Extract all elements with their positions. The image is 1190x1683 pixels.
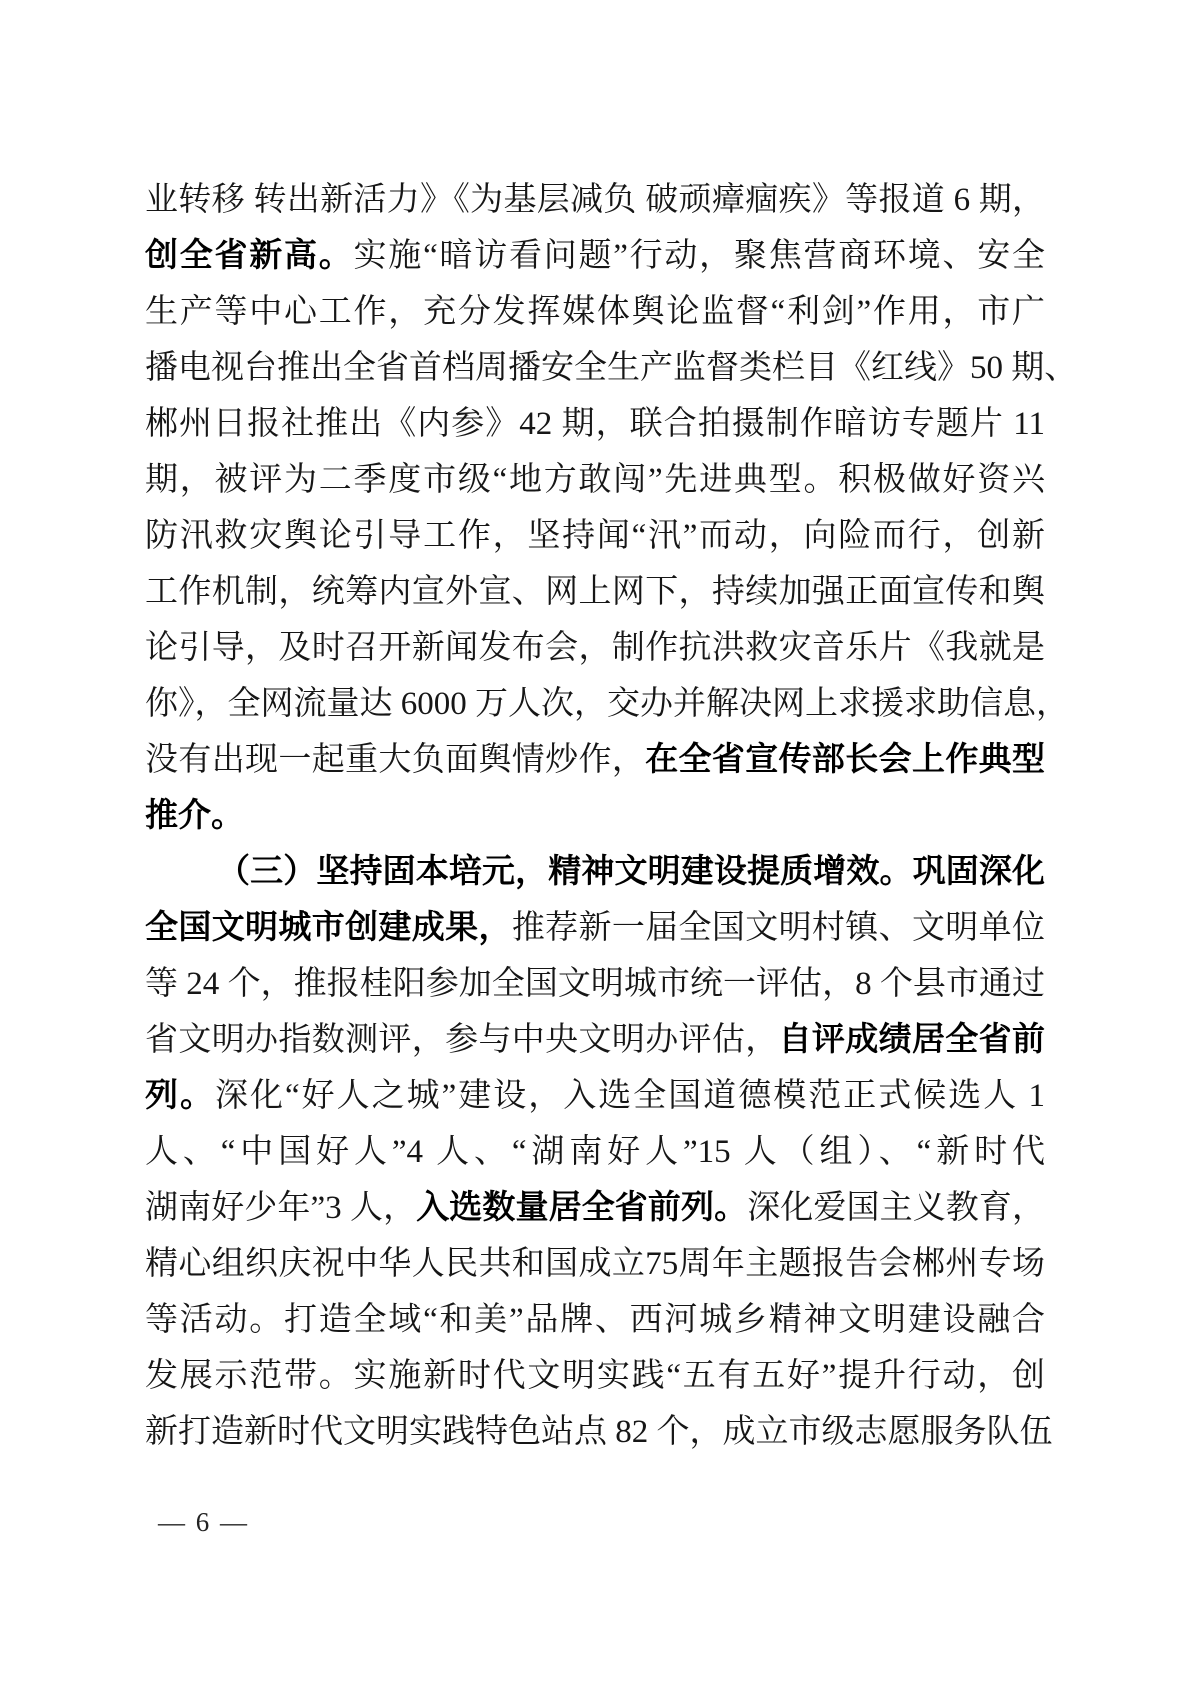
body-text: 推荐新一届全国文明村镇、文明单位 xyxy=(511,910,1046,946)
body-text: 郴州日报社推出《内参》42 期，联合拍摄制作暗访专题片 11 xyxy=(145,406,1045,442)
body-text: 新打造新时代文明实践特色站点 82 个，成立市级志愿服务队伍 xyxy=(145,1414,1053,1450)
body-text: 生产等中心工作，充分发挥媒体舆论监督“利剑”作用，市广 xyxy=(145,294,1045,330)
text-line xyxy=(145,900,1045,956)
body-text: 期，被评为二季度市级“地方敢闯”先进典型。积极做好资兴 xyxy=(145,462,1045,498)
body-text: 深化爱国主义教育， xyxy=(747,1190,1046,1226)
body-text: 你》，全网流量达 6000 万人次，交办并解决网上求援求助信息， xyxy=(145,686,1069,722)
body-text: 发展示范带。实施新时代文明实践“五有五好”提升行动，创 xyxy=(145,1358,1045,1394)
body-text: 防汛救灾舆论引导工作，坚持闻“汛”而动，向险而行，创新 xyxy=(145,518,1045,554)
body-text: 深化“好人之城”建设，入选全国道德模范正式候选人 1 xyxy=(215,1078,1046,1114)
text-line xyxy=(145,1068,1045,1124)
text-line xyxy=(145,508,1045,564)
text-line xyxy=(145,340,1078,396)
text-line xyxy=(145,1012,1045,1068)
body-text: 人、“中国好人”4 人、“湖南好人”15 人（组）、“新时代 xyxy=(145,1134,1045,1170)
text-line xyxy=(145,228,1045,284)
emphasis-text: 入选数量居全省前列。 xyxy=(416,1190,748,1226)
text-line xyxy=(145,172,1045,228)
text-line xyxy=(145,1404,1053,1460)
text-line xyxy=(145,956,1045,1012)
text-line xyxy=(145,284,1045,340)
body-text: 等活动。打造全域“和美”品牌、西河城乡精神文明建设融合 xyxy=(145,1302,1045,1338)
body-text: 业转移 转出新活力》《为基层减负 破顽瘴痼疾》等报道 6 期， xyxy=(145,182,1045,218)
body-text: 工作机制，统筹内宣外宣、网上网下，持续加强正面宣传和舆 xyxy=(145,574,1045,610)
paragraph xyxy=(145,844,1053,1460)
text-line xyxy=(145,732,1045,788)
text-line xyxy=(145,452,1045,508)
text-line xyxy=(145,788,1045,844)
emphasis-text: 推介。 xyxy=(145,798,244,834)
paragraph xyxy=(145,172,1078,844)
emphasis-text: 全国文明城市创建成果， xyxy=(145,910,512,946)
text-line xyxy=(145,564,1045,620)
emphasis-text: 自评成绩居全省前 xyxy=(778,1022,1046,1058)
text-line xyxy=(145,620,1045,676)
body-text: 省文明办指数测评，参与中央文明办评估， xyxy=(145,1022,779,1058)
body-text: 播电视台推出全省首档周播安全生产监督类栏目《红线》50 期、 xyxy=(145,350,1078,386)
text-line xyxy=(145,1236,1045,1292)
text-line xyxy=(145,1292,1045,1348)
body-text: 精心组织庆祝中华人民共和国成立75周年主题报告会郴州专场 xyxy=(145,1246,1045,1282)
body-text: 实施“暗访看问题”行动，聚焦营商环境、安全 xyxy=(353,238,1045,274)
text-line xyxy=(145,676,1069,732)
text-line xyxy=(145,1180,1045,1236)
body-text: 湖南好少年”3 人， xyxy=(145,1190,417,1226)
text-line xyxy=(145,396,1045,452)
page-number: — 6 — xyxy=(158,1507,249,1537)
text-line xyxy=(145,844,1045,900)
emphasis-text: 列。 xyxy=(145,1078,215,1114)
text-line xyxy=(145,1124,1045,1180)
text-line xyxy=(145,1348,1045,1404)
body-text: 等 24 个，推报桂阳参加全国文明城市统一评估，8 个县市通过 xyxy=(145,966,1045,1002)
emphasis-text: 在全省宣传部长会上作典型 xyxy=(645,742,1046,778)
body-text: 没有出现一起重大负面舆情炒作， xyxy=(145,742,646,778)
document-body xyxy=(145,172,1078,1460)
body-text: 论引导，及时召开新闻发布会，制作抗洪救灾音乐片《我就是 xyxy=(145,630,1045,666)
emphasis-text: 创全省新高。 xyxy=(145,238,354,274)
emphasis-text: （三）坚持固本培元，精神文明建设提质增效。巩固深化 xyxy=(217,854,1045,890)
